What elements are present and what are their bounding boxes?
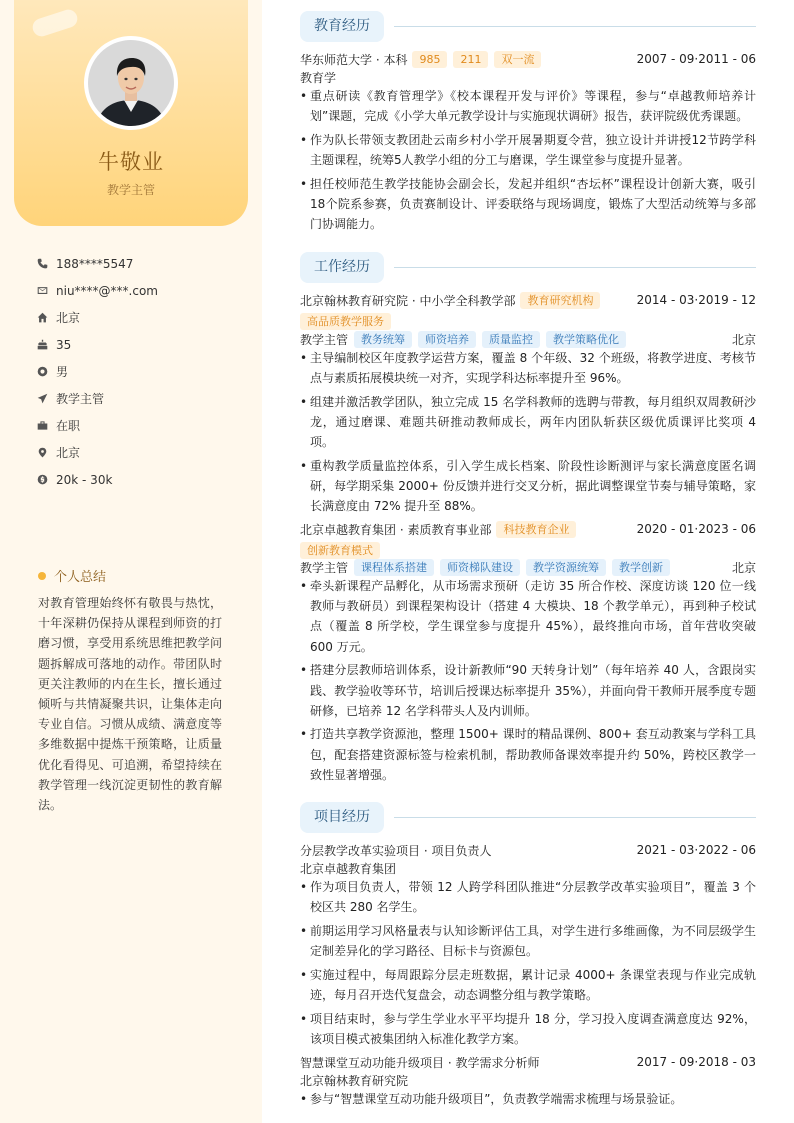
info-location <box>36 439 158 466</box>
date-range: 2017 - 09·2018 - 03 <box>636 1055 756 1069</box>
skill-tag: 师资梯队建设 <box>440 559 520 576</box>
skill-tag: 质量监控 <box>482 331 540 348</box>
info-status <box>36 412 158 439</box>
project-org: 北京翰林教育研究院 <box>300 1074 409 1088</box>
city: 北京 <box>731 332 756 347</box>
tag: 高品质教学服务 <box>300 313 391 330</box>
project-name: 智慧课堂互动功能升级项目 · 教学需求分析师 <box>300 1055 540 1070</box>
list-item: • 项目结束时，参与学生学业水平平均提升 18 分，学习投入度调查满意度达 92%，该项目模式被集团纳入标准化教学方案。 <box>300 1009 756 1049</box>
tag: 教育研究机构 <box>520 292 600 309</box>
summary-text: 对教育管理始终怀有敬畏与热忱，十年深耕仍保持从课程到师资的打磨习惯，享受用系统思维把教学问题拆解成可落地的动作。带团队时更关注教师的内在生长，擅长通过倾听与共情凝聚共识，让集体走向专业自信。习惯从成绩、满意度等多维数据中提炼干预策略，让质量优化看得见、可追溯，希望持续在教学管理一线沉淀更韧性的教育解法。 <box>38 596 222 813</box>
date-range: 2020 - 01·2023 - 06 <box>636 522 756 536</box>
briefcase-icon <box>36 420 48 432</box>
info-text: 北京 <box>56 446 81 460</box>
summary-heading <box>38 566 106 585</box>
send-icon <box>36 393 48 405</box>
project-name: 分层教学改革实验项目 · 项目负责人 <box>300 843 492 858</box>
skill-tag: 课程体系搭建 <box>354 559 434 576</box>
section-divider <box>394 26 756 27</box>
dot-icon <box>38 572 46 580</box>
contact-info-list <box>36 250 158 493</box>
skill-tag: 教学资源统筹 <box>526 559 606 576</box>
info-email <box>36 277 158 304</box>
info-salary <box>36 466 158 493</box>
skill-tag: 师资培养 <box>418 331 476 348</box>
project-header <box>300 1053 756 1071</box>
date-range: 2007 - 09·2011 - 06 <box>636 52 756 66</box>
phone-icon <box>36 258 48 270</box>
project-bullets <box>300 877 756 1053</box>
education-bullets <box>300 86 756 238</box>
list-item: • 作为项目负责人，带领 12 人跨学科团队推进“分层教学改革实验项目”，覆盖 3 个校区共 280 名学生。 <box>300 877 756 917</box>
job-bullets <box>300 576 756 789</box>
section-projects <box>300 801 756 833</box>
list-item: • 重构教学质量监控体系，引入学生成长档案、阶段性诊断测评与家长满意度匿名调研，每学期采集 2000+ 份反馈并进行交叉分析，据此调整课堂节奏与辅导策略，家长满意度由 72% 提升至 88%。 <box>300 456 756 517</box>
skill-tag: 教学策略优化 <box>546 331 626 348</box>
org-name: 北京卓越教育集团 · 素质教育事业部 <box>300 522 492 537</box>
location-icon <box>36 447 48 459</box>
tag: 211 <box>453 51 488 68</box>
job-tag-row <box>300 541 756 559</box>
info-text: niu****@***.com <box>56 283 158 298</box>
position: 教学主管 <box>300 560 349 575</box>
info-text: 20k - 30k <box>56 472 113 487</box>
project-org: 北京卓越教育集团 <box>300 862 397 876</box>
job-position-row <box>300 330 756 348</box>
skill-tag: 教学创新 <box>612 559 670 576</box>
info-text: 35 <box>56 337 72 352</box>
info-age <box>36 331 158 358</box>
avatar <box>84 36 178 130</box>
info-home <box>36 304 158 331</box>
project-bullets <box>300 1089 756 1113</box>
tag: 985 <box>412 51 447 68</box>
section-title: 教育经历 <box>300 11 384 42</box>
list-item: • 前期运用学习风格量表与认知诊断评估工具，对学生进行多维画像，为不同层级学生定制差异化的学习路径、目标卡与资源包。 <box>300 921 756 961</box>
city: 北京 <box>731 560 756 575</box>
job-bullets <box>300 348 756 520</box>
salary-icon <box>36 474 48 486</box>
list-item: • 打造共享教学资源池，整理 1500+ 课时的精品课例、800+ 套互动教案与学科工具包，配套搭建资源标签与检索机制，帮助教师备课效率提升约 50%，跨校区教学一致性显著增强。 <box>300 724 756 785</box>
info-gender <box>36 358 158 385</box>
list-item: • 牵头新课程产品孵化，从市场需求预研（走访 35 所合作校、深度访谈 120 位一线教师与教研员）到课程架构设计（搭建 4 大模块、18 个教学单元），再到种子校试点（覆盖 8 所学校，学生课堂参与度提升 45%），最终推向市场，首年营收突破 600 万元。 <box>300 576 756 657</box>
tag: 科技教育企业 <box>496 521 576 538</box>
info-text: 教学主管 <box>56 392 105 406</box>
date-range: 2014 - 03·2019 - 12 <box>636 293 756 307</box>
school-name: 华东师范大学 · 本科 <box>300 52 408 67</box>
job-header <box>300 291 756 309</box>
info-text: 188****5547 <box>56 256 134 271</box>
info-position <box>36 385 158 412</box>
major: 教育学 <box>300 71 337 85</box>
sidebar <box>0 0 262 1123</box>
section-work <box>300 251 756 283</box>
list-item: • 担任校师范生教学技能协会副会长，发起并组织“杏坛杯”课程设计创新大赛，吸引18个院系参赛，负责赛制设计、评委联络与现场调度，锻炼了大型活动统筹与多部门协调能力。 <box>300 174 756 235</box>
info-text: 北京 <box>56 311 81 325</box>
date-range: 2021 - 03·2022 - 06 <box>636 843 756 857</box>
info-text: 男 <box>56 365 69 379</box>
education-header <box>300 50 756 68</box>
section-divider <box>394 267 756 268</box>
job-position-row <box>300 558 756 576</box>
gender-icon <box>36 366 48 378</box>
list-item: • 主导编制校区年度教学运营方案，覆盖 8 个年级、32 个班级，将教学进度、考核节点与素质拓展模块统一对齐，实现学科达标率提升至 96%。 <box>300 348 756 388</box>
mail-icon <box>36 285 48 297</box>
section-title: 工作经历 <box>300 252 384 283</box>
avatar-photo <box>88 40 174 126</box>
info-phone <box>36 250 158 277</box>
home-icon <box>36 312 48 324</box>
cake-icon <box>36 339 48 351</box>
skill-tag: 教务统筹 <box>354 331 412 348</box>
list-item: • 组建并激活教学团队，独立完成 15 名学科教师的选聘与带教，每月组织双周教研沙龙，通过磨课、难题共研推动教师成长，两年内团队斩获区级优质课评比奖项 4 项。 <box>300 392 756 453</box>
tag: 创新教育模式 <box>300 542 380 559</box>
section-education <box>300 10 756 42</box>
tag: 双一流 <box>494 51 541 68</box>
position: 教学主管 <box>300 332 349 347</box>
org-name: 北京翰林教育研究院 · 中小学全科教学部 <box>300 293 516 308</box>
profile-role: 教学主管 <box>106 183 155 197</box>
section-title: 项目经历 <box>300 802 384 833</box>
profile-name: 牛敬业 <box>98 150 164 174</box>
list-item: • 重点研读《教育管理学》《校本课程开发与评价》等课程，参与“卓越教师培养计划”课题，完成《小学大单元教学设计与实施现状调研》报告，获评院级优秀课题。 <box>300 86 756 126</box>
job-tag-row <box>300 312 756 330</box>
project-header <box>300 841 756 859</box>
list-item: • 参与“智慧课堂互动功能升级项目”，负责教学端需求梳理与场景验证。 <box>300 1089 756 1109</box>
list-item: • 作为队长带领支教团赴云南乡村小学开展暑期夏令营，独立设计并讲授12节跨学科主题课程，统筹5人教学小组的分工与磨课，学生课堂参与度提升显著。 <box>300 130 756 170</box>
info-text: 在职 <box>56 419 81 433</box>
summary-title: 个人总结 <box>54 570 107 585</box>
list-item: • 实施过程中，每周跟踪分层走班数据，累计记录 4000+ 条课堂表现与作业完成轨迹，每月召开迭代复盘会，动态调整分组与教学策略。 <box>300 965 756 1005</box>
section-divider <box>394 817 756 818</box>
list-item: • 搭建分层教师培训体系，设计新教师“90 天转身计划”（每年培养 40 人，含跟岗实践、教学验收等环节，培训后授课达标率提升 35%），并面向骨干教师开展季度专题研修，已培养 12 名学科带头人及内训师。 <box>300 660 756 721</box>
job-header <box>300 520 756 538</box>
